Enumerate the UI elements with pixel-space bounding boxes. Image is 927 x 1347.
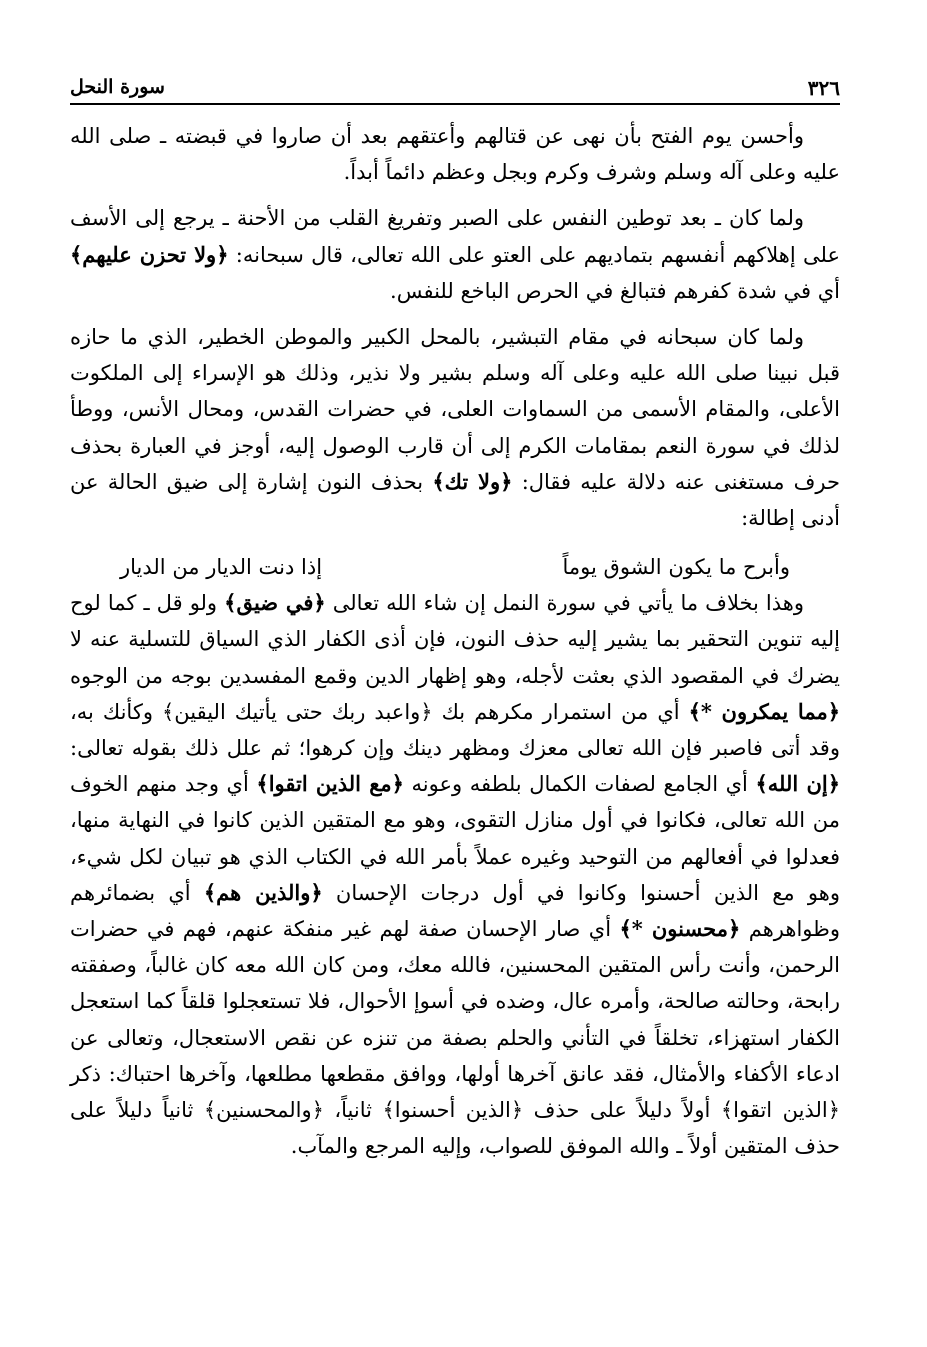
p4-quote-mimma-yamkurun: ﴿مما يمكرون *﴾ [688,698,841,724]
paragraph-3 [70,319,840,536]
p2-text-a: ولما كان ـ بعد توطين النفس على الصبر وتفريغ القلب من الأحنة ـ يرجع إلى الأسف على إهلاكهم أنفسهم بتماديهم على العتو على الله تعالى، قال سبحانه: [70,206,840,267]
verse-second-hemistich: إذا دنت الديار من الديار [120,555,323,580]
p4-quote-walladhina-hum: ﴿والذين هم﴾ [203,879,323,905]
p4-text-g: أي الجامع لصفات الكمال بلطفه وعونه [403,772,756,797]
p4-quote-inna-allah: ﴿إن الله﴾ [755,771,841,797]
page-number: ٣٢٦ [807,76,840,100]
p2-text-c: أي في شدة كفرهم فتبالغ في الحرص الباخع للنفس. [390,278,840,303]
verse-first-hemistich: وأبرح ما يكون الشوق يوماً [562,555,790,580]
p4-text-k: أي بضمائرهم وظواهرهم [70,880,840,942]
page-body [70,118,840,1164]
p2-quran-quote: ﴿ولا تحزن عليهم﴾ [70,241,229,267]
p3-text-c: بحذف النون إشارة إلى ضيق الحالة عن أدنى إطالة: [70,469,840,531]
surah-title: سورة النحل [70,76,165,98]
p4-quote-fi-dayq: ﴿في ضيق﴾ [224,590,326,616]
p4-text-c: ولو قل ـ كما لوح إليه تنوين التحقير بما يشير إليه حذف النون، فإن أذى الكفار الذي السياق للتسلية عنه لا يضرك في المقصود الذي بعثت لأجله، وهو إظهار الدين وقمع المفسدين بوجه من الوجوه [70,591,840,688]
p4-text-e: أي من استمرار مكرهم بك ﴿واعبد ربك حتى يأتيك اليقين﴾ وكأنك به، وقد أتى فاصبر فإن الله تعالى معزك ومظهر دينك وإن كرهوا؛ ثم علل ذلك بقوله تعالى: [70,699,840,761]
paragraph-4 [70,585,840,1164]
p3-text-a: ولما كان سبحانه في مقام التبشير، بالمحل الكبير والموطن الخطير، الذي ما حازه قبل نبينا صلى الله عليه وعلى آله وسلم بشير ولا نذير، وذلك هو الإسراء إلى الملكوت الأعلى، والمقام الأسمى من السماوات العلى، في حضرات القدس، ومحال الأنس، ووطأ لذلك في سورة النعم بمقامات الكرم إلى أن قارب الوصول إليه، أوجز في العبارة بحذف حرف مستغنى عنه دلالة عليه فقال: [70,325,840,494]
paragraph-1: وأحسن يوم الفتح بأن نهى عن قتالهم وأعتقهم بعد أن صاروا في قبضته ـ صلى الله عليه وعلى آله وسلم وشرف وكرم وبجل وعظم دائماً أبداً. [70,124,840,185]
p3-quran-quote: ﴿ولا تك﴾ [432,468,513,494]
page-header [70,70,840,104]
poetry-verse [70,549,840,585]
p4-text-a: وهذا بخلاف ما يأتي في سورة النمل إن شاء الله تعالى [325,591,805,616]
p4-quote-muhsinun: ﴿محسنون *﴾ [619,916,741,942]
header-rule [70,103,840,105]
paragraph-2 [70,200,840,309]
p4-text-i: أي وجد منهم الخوف من الله تعالى، فكانوا في أول منازل التقوى، وهو مع المتقين الذين كانوا في النهاية منها، فعدلوا في أفعالهم من التوحيد وغيره عملاً بأمر الله في الكتاب الذي هو تبيان لكل شيء، وهو مع الذين أحسنوا وكانوا في أول درجات الإحسان [70,772,840,905]
p4-text-m: أي صار الإحسان صفة لهم غير منفكة عنهم، فهم في حضرات الرحمن، وأنت رأس المتقين المحسنين، فالله معك، ومن كان الله معه كان غالباً، وصفقته رابحة، وحالته صالحة، وأمره عال، وضده في أسوإ الأحوال، فلا تستعجلوا قلقاً كما استعجل الكفار استهزاء، تخلقاً في التأني والحلم بصفة من تنزه عن نقص الاستعجال، وتعالى عن ادعاء الأكفاء والأمثال، فقد عانق آخرها أولها، ووافق مقطعها مطلعها، وآخرها احتباك: ذكر ﴿الذين اتقوا﴾ أولاً دليلاً على حذف ﴿الذين أحسنوا﴾ ثانياً، ﴿والمحسنين﴾ ثانياً دليلاً على حذف المتقين أولاً ـ والله الموفق للصواب، وإليه المرجع والمآب. [70,917,840,1159]
p4-quote-maa-alladhina-ittaqaw: ﴿مع الذين اتقوا﴾ [256,771,404,797]
